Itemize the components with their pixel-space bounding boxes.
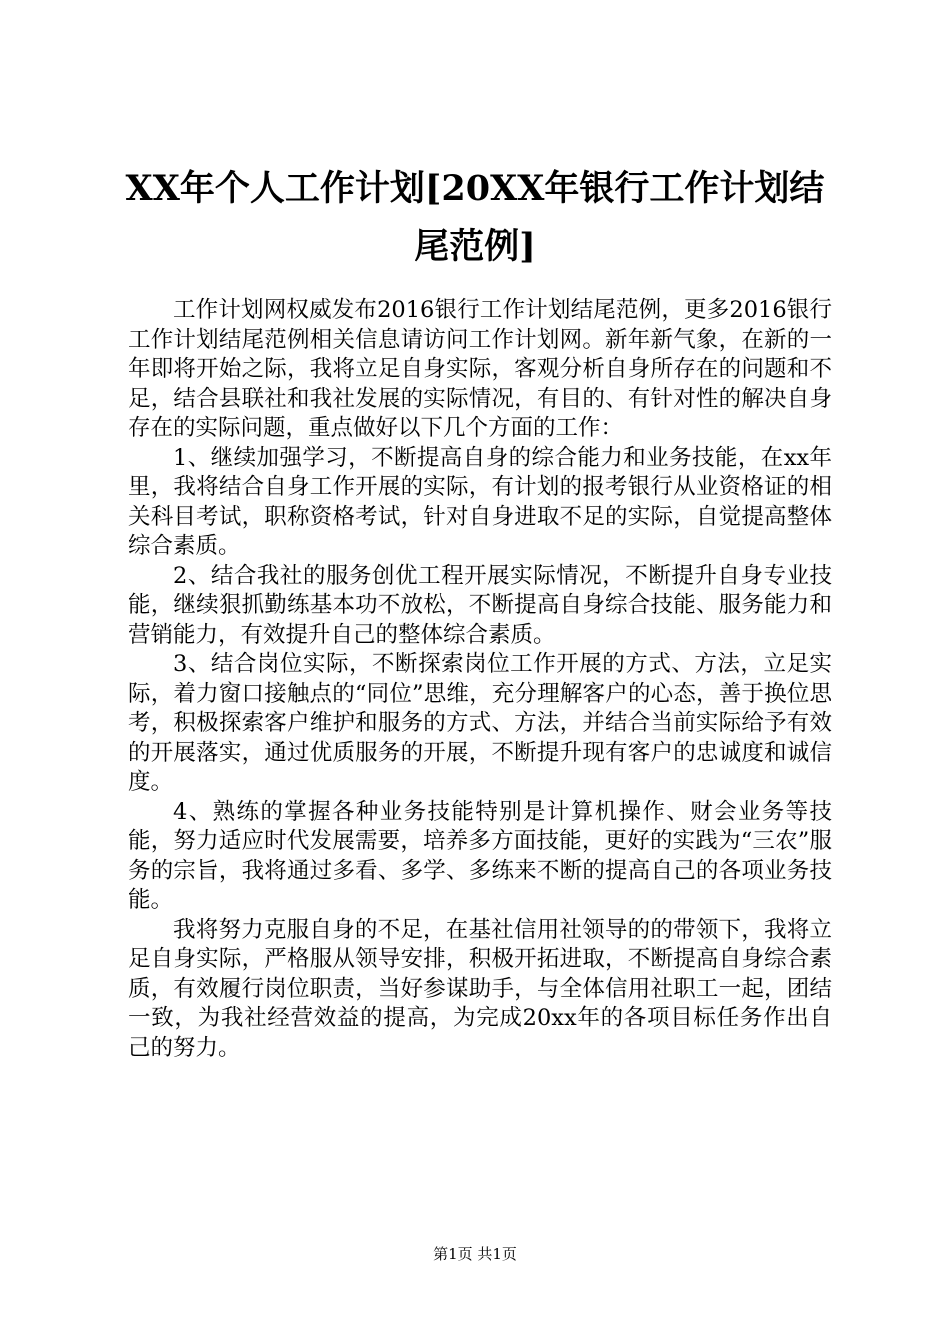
paragraph-item-3: 3、结合岗位实际，不断探索岗位工作开展的方式、方法，立足实际，着力窗口接触点的“同位”思维，充分理解客户的心态，善于换位思考，积极探索客户维护和服务的方式、方法，并结合当前实际给予有效的开展落实，通过优质服务的开展，不断提升现有客户的忠诚度和诚信度。 [128, 651, 832, 795]
page-footer: 第1页 共1页 [433, 1245, 517, 1263]
paragraph-intro: 工作计划网权威发布2016银行工作计划结尾范例，更多2016银行工作计划结尾范例相关信息请访问工作计划网。新年新气象，在新的一年即将开始之际，我将立足自身实际，客观分析自身所存在的问题和不足，结合县联社和我社发展的实际情况，有目的、有针对性的解决自身存在的实际问题，重点做好以下几个方面的工作： [128, 297, 832, 441]
document-body [128, 296, 832, 1063]
paragraph-item-4: 4、熟练的掌握各种业务技能特别是计算机操作、财会业务等技能，努力适应时代发展需要，培养多方面技能，更好的实践为“三农”服务的宗旨，我将通过多看、多学、多练来不断的提高自己的各项业务技能。 [128, 798, 832, 913]
paragraph-item-1: 1、继续加强学习，不断提高自身的综合能力和业务技能，在xx年里，我将结合自身工作开展的实际，有计划的报考银行从业资格证的相关科目考试，职称资格考试，针对自身进取不足的实际，自觉提高整体综合素质。 [128, 444, 832, 559]
paragraph-item-2: 2、结合我社的服务创优工程开展实际情况，不断提升自身专业技能，继续狠抓勤练基本功不放松，不断提高自身综合技能、服务能力和营销能力，有效提升自己的整体综合素质。 [128, 562, 832, 648]
paragraph-closing: 我将努力克服自身的不足，在基社信用社领导的的带领下，我将立足自身实际，严格服从领导安排，积极开拓进取，不断提高自身综合素质，有效履行岗位职责，当好参谋助手，与全体信用社职工一起，团结一致，为我社经营效益的提高，为完成20xx年的各项目标任务作出自己的努力。 [128, 916, 832, 1061]
document-title: XX年个人工作计划[20XX年银行工作计划结尾范例] [125, 168, 825, 267]
